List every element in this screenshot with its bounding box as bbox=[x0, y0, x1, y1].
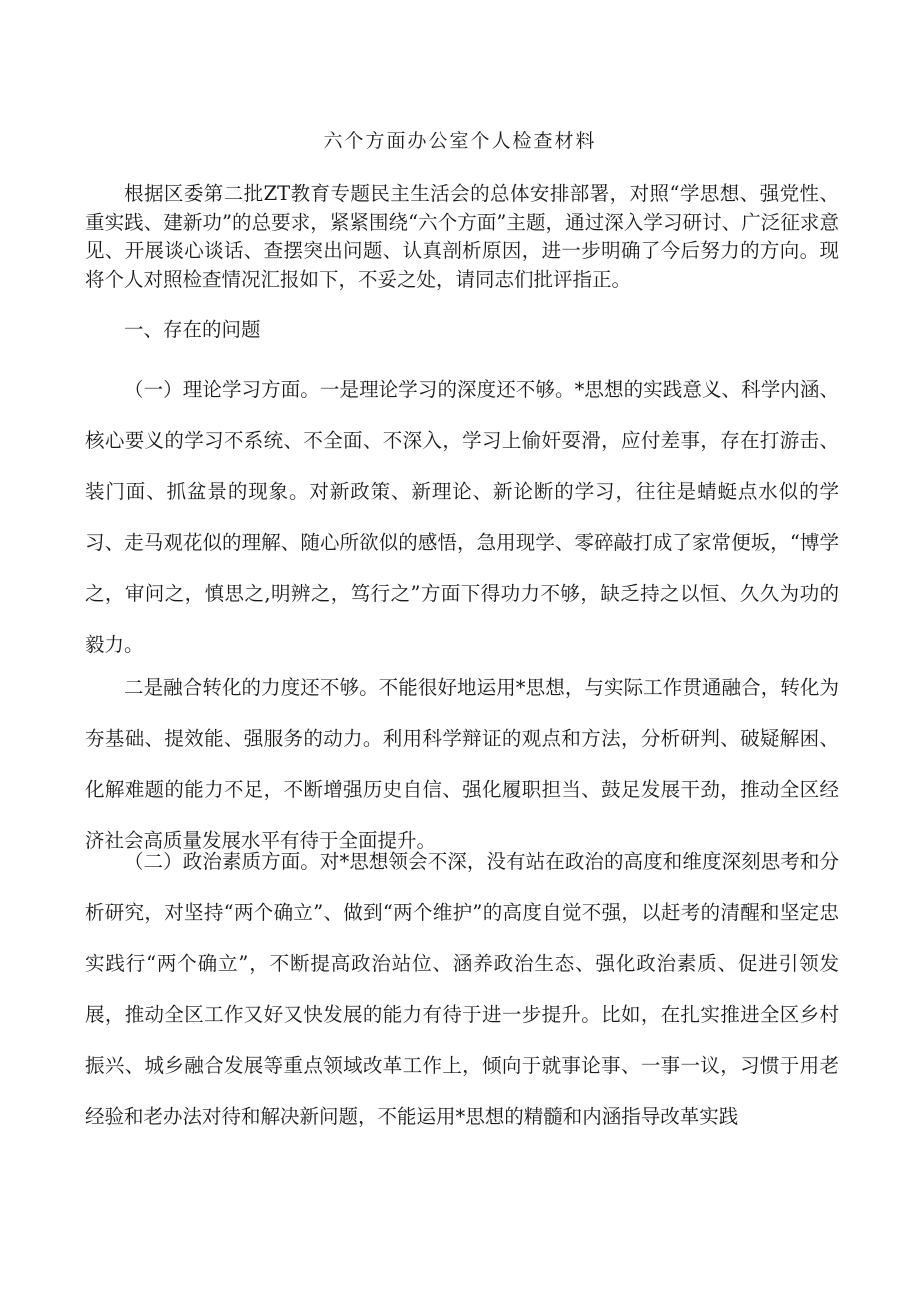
document-title: 六个方面办公室个人检查材料 bbox=[323, 130, 597, 152]
intro-paragraph: 根据区委第二批ZT教育专题民主生活会的总体安排部署，对照“学思想、强党性、重实践、建新功”的总要求，紧紧围绕“六个方面”主题，通过深入学习研讨、广泛征求意见、开展谈心谈话、查摆突出问题、认真剖析原因，进一步明确了今后努力的方向。现将个人对照检查情况汇报如下，不妥之处，请同志们批评指正。 bbox=[85, 182, 839, 291]
section-heading: 一、存在的问题 bbox=[124, 318, 261, 341]
theory-study-paragraph: （一）理论学习方面。一是理论学习的深度还不够。*思想的实践意义、科学内涵、核心要义的学习不系统、不全面、不深入，学习上偷奸耍滑，应付差事，存在打游击、装门面、抓盆景的现象。对新政策、新理论、新论断的学习，往往是蜻蜓点水似的学习、走马观花似的理解、随心所欲似的感悟，急用现学、零碎敲打成了家常便坂，“博学之，审问之，慎思之,明辨之，笃行之”方面下得功力不够，缺乏持之以恒、久久为功的毅力。 bbox=[85, 378, 839, 656]
political-quality-paragraph: （二）政治素质方面。对*思想领会不深，没有站在政治的高度和维度深刻思考和分析研究，对坚持“两个确立”、做到“两个维护”的高度自觉不强，以赶考的清醒和坚定忠实践行“两个确立”，不断提高政治站位、涵养政治生态、强化政治素质、促进引领发展，推动全区工作又好又快发展的能力有待于进一步提升。比如，在扎实推进全区乡村振兴、城乡融合发展等重点领域改革工作上，倾向于就事论事、一事一议，习惯于用老经验和老办法对待和解决新问题，不能运用*思想的精髓和内涵指导改革实践 bbox=[85, 850, 839, 1128]
fusion-paragraph: 二是融合转化的力度还不够。不能很好地运用*思想，与实际工作贯通融合，转化为夯基础、提效能、强服务的动力。利用科学辩证的观点和方法，分析研判、破疑解困、化解难题的能力不足，不断增强历史自信、强化履职担当、鼓足发展干劲，推动全区经济社会高质量发展水平有待于全面提升。 bbox=[85, 676, 839, 852]
